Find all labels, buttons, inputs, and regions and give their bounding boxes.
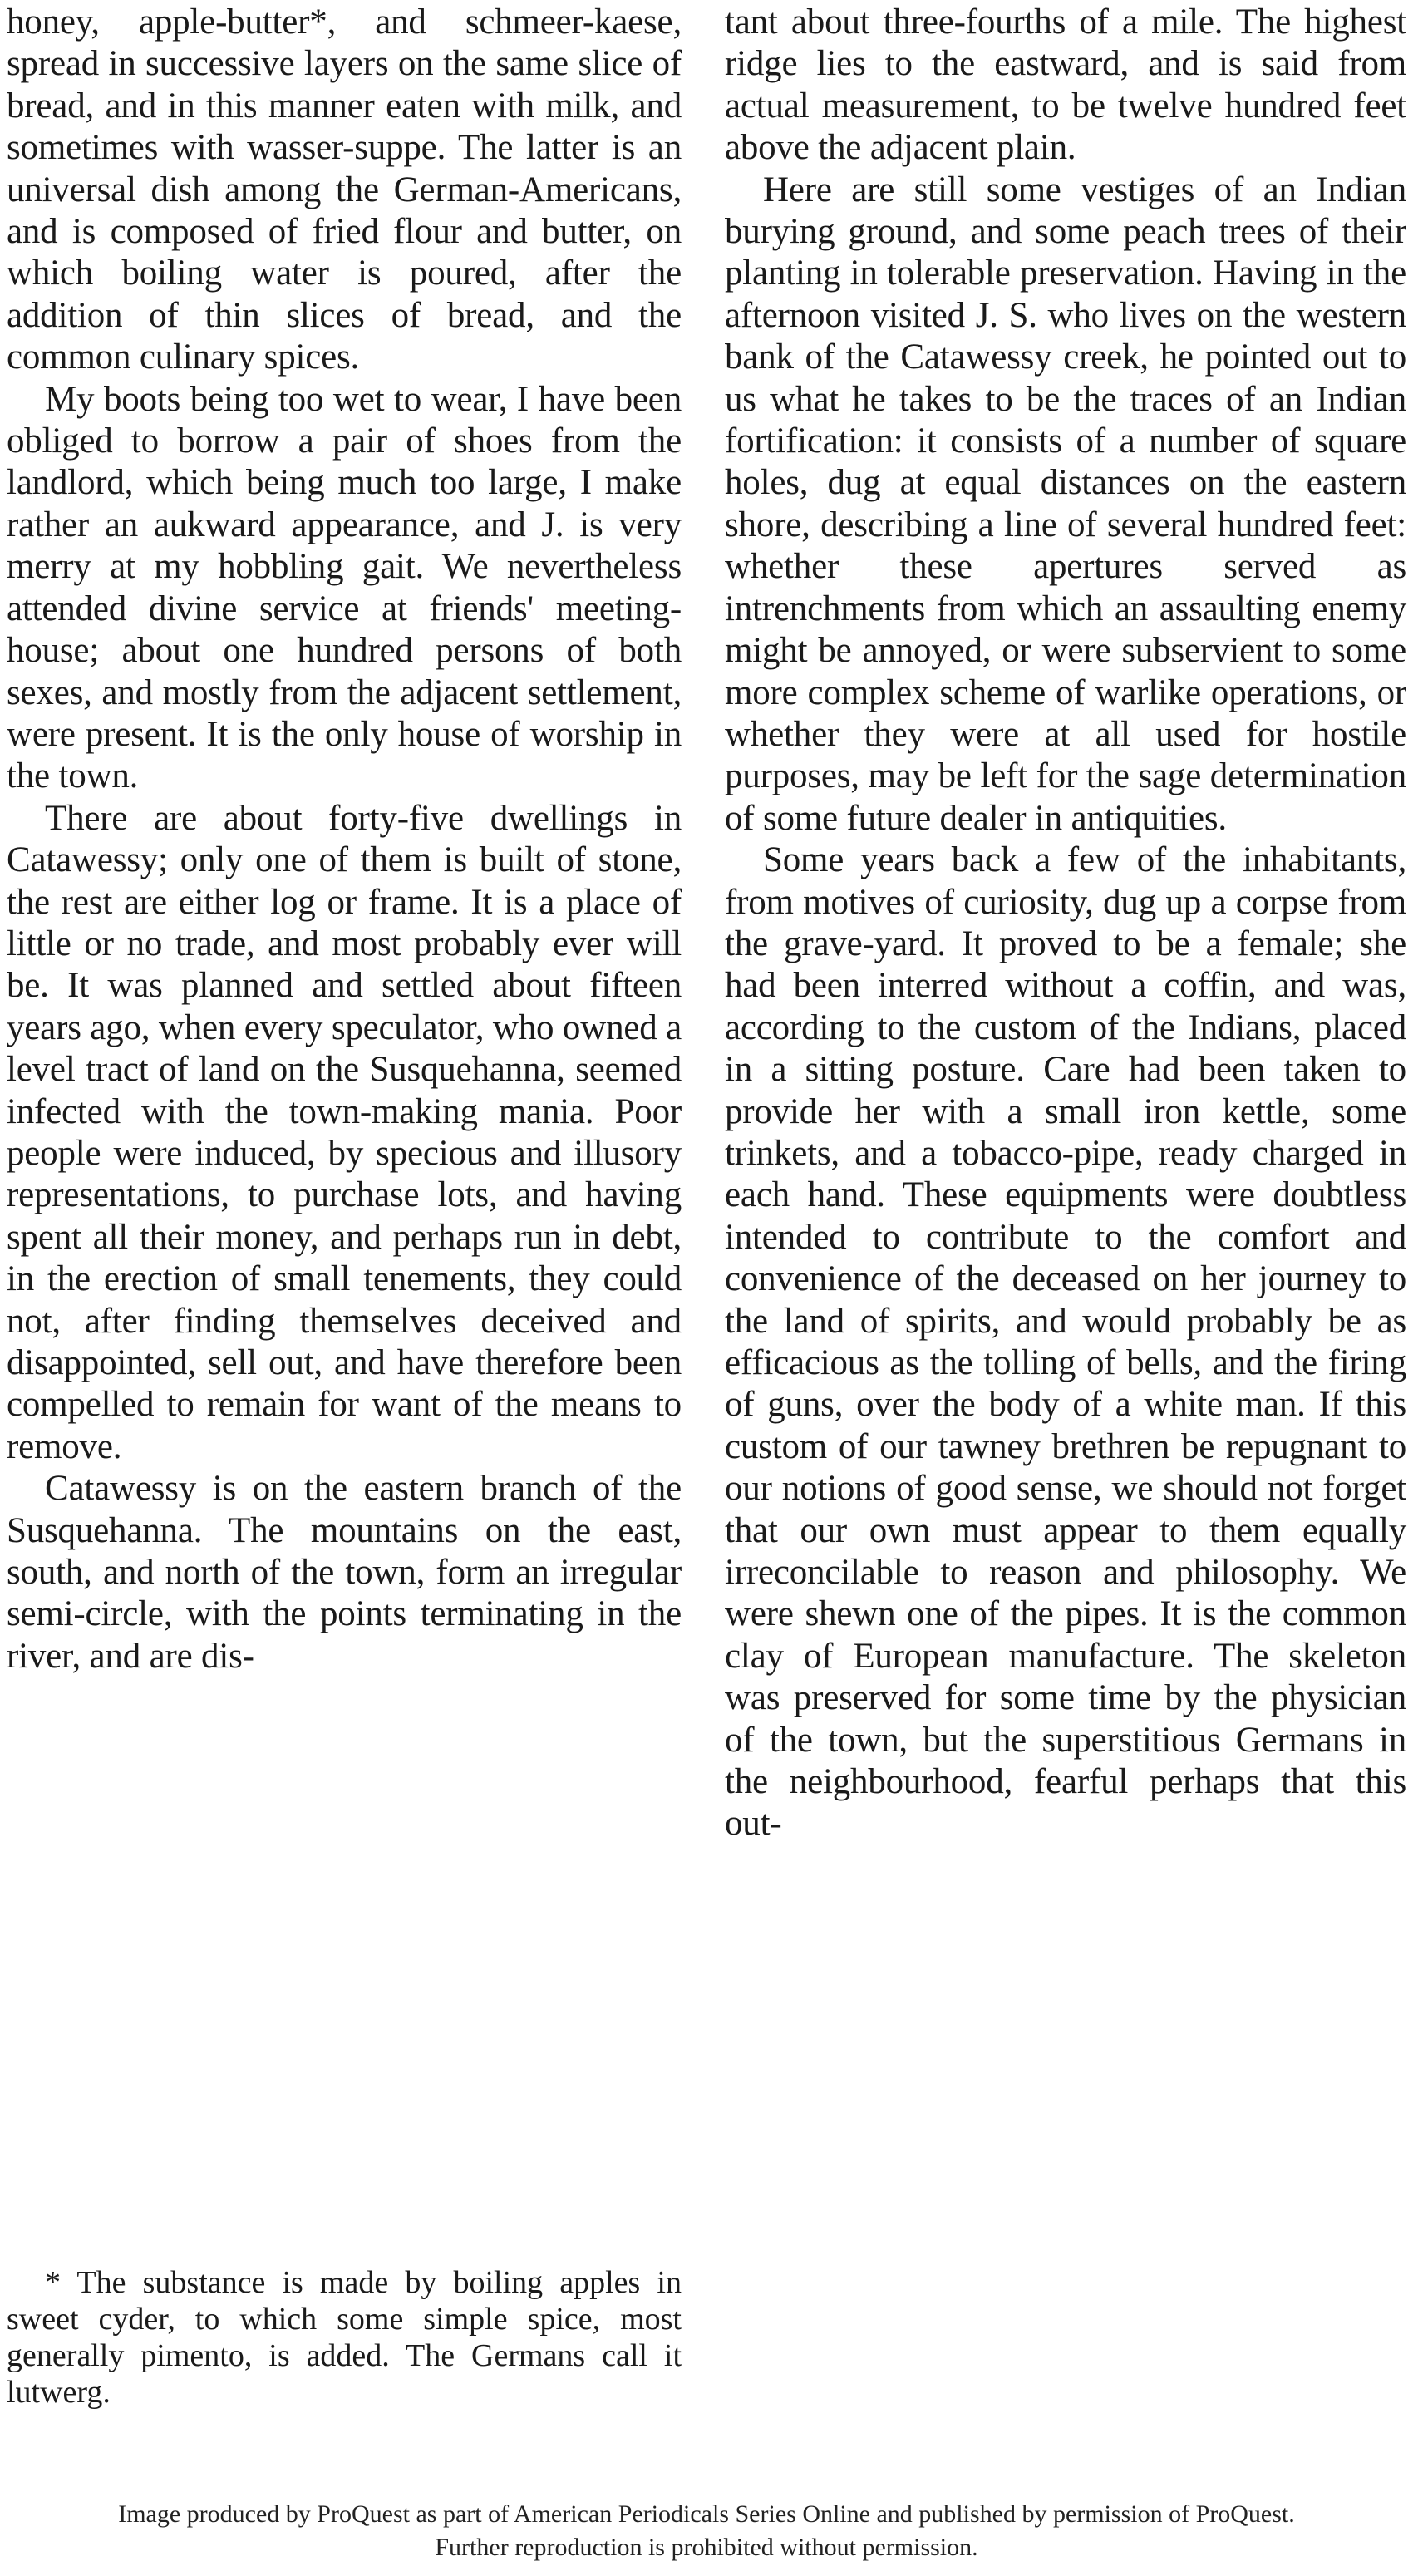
paragraph: honey, apple-butter*, and schmeer-kaese, spread in successive layers on the same slice of bread, and in this manner eaten with milk, and sometimes with wasser-suppe. The latter is an universal dish among the German-Americans, and is composed of fried flour and butter, on which boiling water is poured, after the addition of thin slices of bread, and the common culinary spices. — [7, 2, 682, 377]
credit-line: Image produced by ProQuest as part of American Periodicals Series Online and published by permission of ProQuest. — [118, 2500, 1295, 2528]
paragraph: Here are still some vestiges of an Indian burying ground, and some peach trees of their planting in tolerable preservation. Having in the afternoon visited J. S. who lives on the western bank of the Catawessy creek, he pointed out to us what he takes to be the traces of an Indian fortification: it consists of a number of square holes, dug at equal distances on the eastern shore, describing a line of several hundred feet: whether these apertures served as intrenchments from which an assaulting enemy might be annoyed, or were subservient to some more complex scheme of warlike operations, or whether they were at all used for hostile purposes, may be left for the sage determination of some future dealer in antiquities. — [725, 170, 1406, 838]
divider — [0, 2490, 1413, 2491]
footnote — [7, 2264, 682, 2411]
credit-line: Further reproduction is prohibited without permission. — [435, 2534, 978, 2561]
paragraph: Some years back a few of the inhabitants, from motives of curiosity, dug up a corpse from the grave-yard. It proved to be a female; she had been interred without a coffin, and was, according to the custom of the Indians, placed in a sitting posture. Care had been taken to provide her with a small iron kettle, some trinkets, and a tobacco-pipe, ready charged in each hand. These equipments were doubtless intended to contribute to the comfort and convenience of the deceased on her journey to the land of spirits, and would probably be as efficacious as the tolling of bells, and the firing of guns, over the body of a white man. If this custom of our tawney brethren be repugnant to our notions of good sense, we should not forget that our own must appear to them equally irreconcilable to reason and philosophy. We were shewn one of the pipes. It is the common clay of European manufacture. The skeleton was preserved for some time by the physician of the town, but the superstitious Germans in the neighbourhood, fearful perhaps that this out- — [725, 840, 1406, 1844]
paragraph: My boots being too wet to wear, I have been obliged to borrow a pair of shoes from the landlord, which being much too large, I make rather an aukward appearance, and J. is very merry at my hobbling gait. We nevertheless attended divine service at friends' meeting-house; about one hundred persons of both sexes, and mostly from the adjacent settlement, were present. It is the only house of worship in the town. — [7, 379, 682, 796]
paragraph: Catawessy is on the eastern branch of the Susquehanna. The mountains on the east, south, and north of the town, form an irregular semi-circle, with the points terminating in the river, and are dis- — [7, 1469, 682, 1676]
paragraph: There are about forty-five dwellings in Catawessy; only one of them is built of stone, the rest are either log or frame. It is a place of little or no trade, and most probably ever will be. It was planned and settled about fifteen years ago, when every speculator, who owned a level tract of land on the Susquehanna, seemed infected with the town-making mania. Poor people were induced, by specious and illusory representations, to purchase lots, and having spent all their money, and perhaps run in debt, in the erection of small tenements, they could not, after finding themselves deceived and disappointed, sell out, and have therefore been compelled to remain for want of the means to remove. — [7, 798, 682, 1466]
left-column — [7, 2, 682, 1677]
credit-notice — [0, 2498, 1413, 2564]
paragraph: tant about three-fourths of a mile. The highest ridge lies to the eastward, and is said from actual measurement, to be twelve hundred feet above the adjacent plain. — [725, 2, 1406, 168]
footnote-text: * The substance is made by boiling apples in sweet cyder, to which some simple spice, most generally pimento, is added. The Germans call it lutwerg. — [7, 2265, 682, 2410]
right-column — [725, 2, 1406, 1845]
